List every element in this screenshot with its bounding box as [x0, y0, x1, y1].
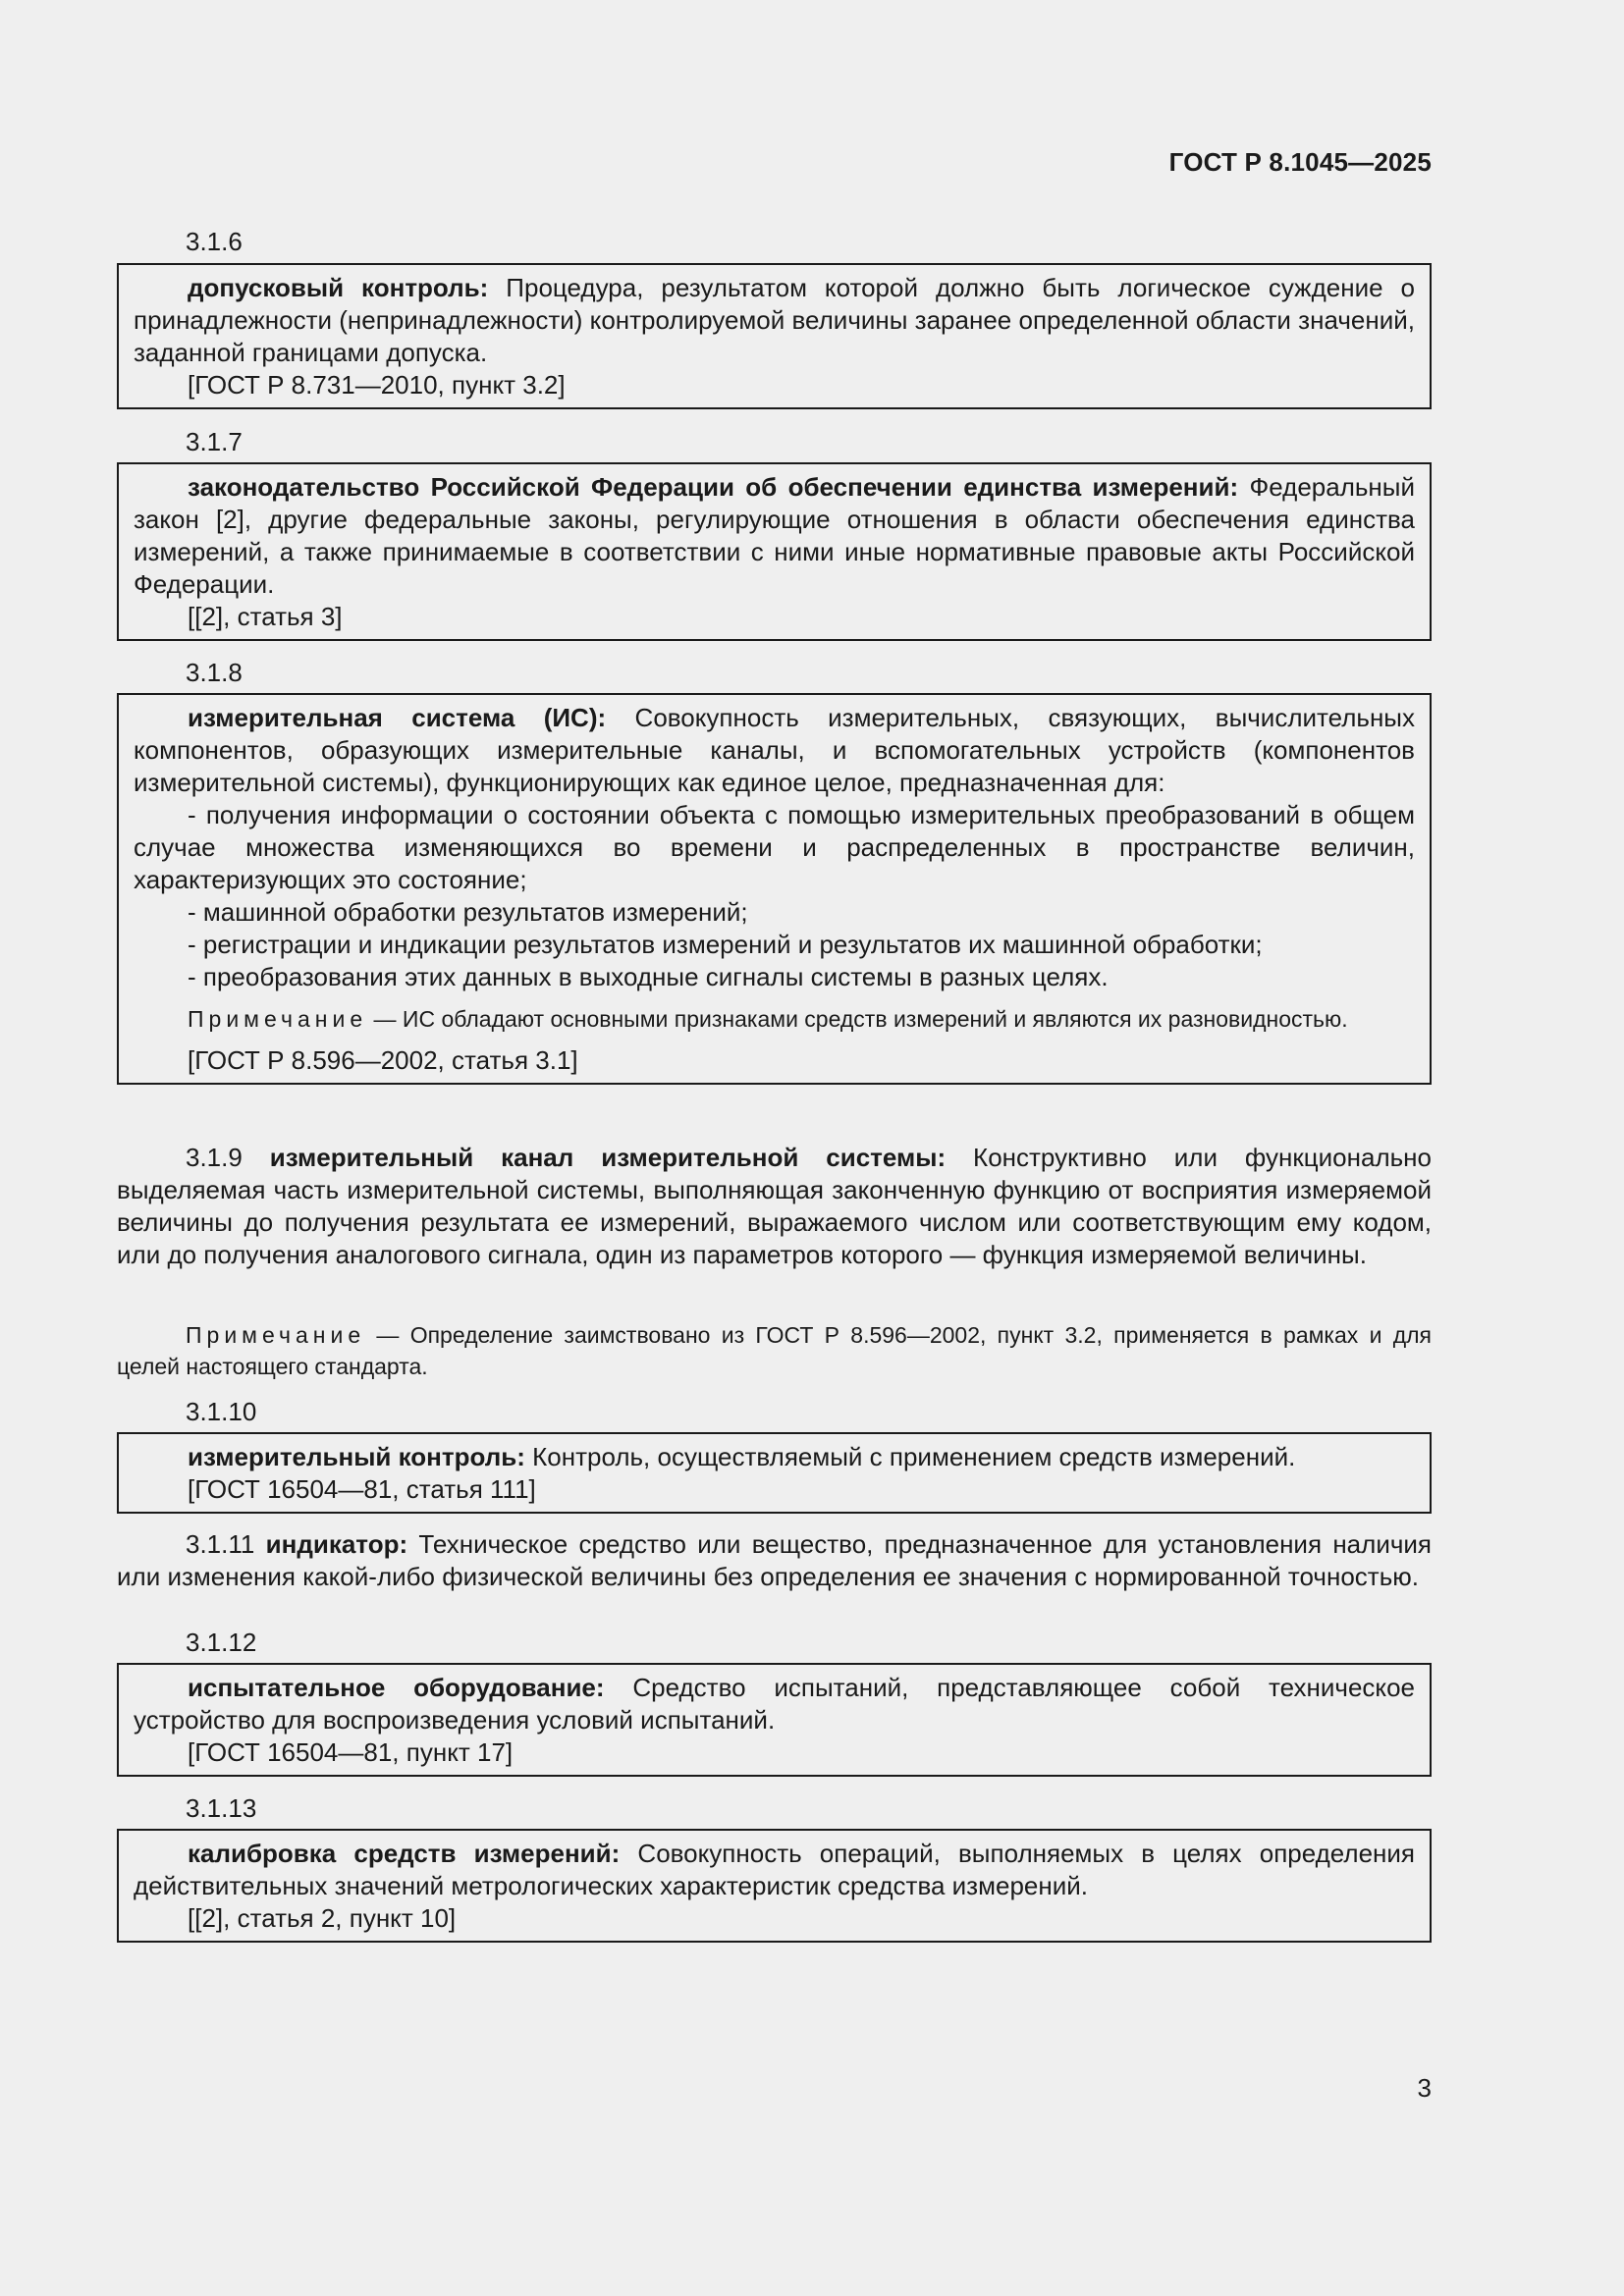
note-text: — Определение заимствовано из ГОСТ Р 8.596—2002, пункт 3.2, применяется в рамках и для целей настоящего стандарта.	[117, 1322, 1432, 1379]
clause-number: 3.1.11	[186, 1529, 255, 1559]
list-item: - регистрации и индикации результатов измерений и результатов их машинной обработки;	[188, 930, 1263, 959]
list-item: - преобразования этих данных в выходные сигналы системы в разных целях.	[188, 962, 1109, 991]
term-name: испытательное оборудование:	[188, 1673, 605, 1702]
note	[117, 1319, 1432, 1382]
term-definition	[134, 471, 1415, 601]
clause-number: 3.1.8	[186, 658, 243, 687]
definition-text: Федеральный закон [2], другие федеральные законы, регулирующие отношения в области обеспечения единства измерений, а также принимаемые в соответствии с ними иные нормативные правовые акты Российской Федерации.	[134, 472, 1415, 599]
note-text: — ИС обладают основными признаками средств измерений и являются их разновидностью.	[367, 1006, 1348, 1032]
term-box-3-1-10	[117, 1432, 1432, 1514]
source-reference: [ГОСТ 16504—81, статья 111]	[188, 1474, 536, 1504]
clause-number: 3.1.13	[186, 1793, 257, 1823]
term-name: измерительный контроль:	[188, 1442, 525, 1471]
term-name: измерительная система (ИС):	[188, 703, 607, 732]
source-reference: [[2], статья 2, пункт 10]	[188, 1903, 457, 1933]
page-number: 3	[1417, 2073, 1432, 2103]
definition-text: Совокупность измерительных, связующих, вычислительных компонентов, образующих измерительные каналы, и вспомогательных устройств (компонентов измерительной системы), функционирующих как единое целое, предназначенная для:	[134, 703, 1415, 797]
term-definition	[134, 272, 1415, 369]
source-reference: [ГОСТ 16504—81, пункт 17]	[188, 1737, 514, 1767]
term-name: калибровка средств измерений:	[188, 1839, 621, 1868]
term-name: допусковый контроль:	[188, 273, 489, 302]
list-item: - машинной обработки результатов измерений;	[188, 897, 748, 927]
clause-number: 3.1.7	[186, 427, 243, 456]
clause-number: 3.1.9	[186, 1143, 243, 1172]
source-reference: [ГОСТ Р 8.731—2010, пункт 3.2]	[188, 370, 566, 400]
clause-3-1-9	[117, 1142, 1432, 1271]
clause-number: 3.1.6	[186, 227, 243, 256]
document-code-header: ГОСТ Р 8.1045—2025	[1168, 147, 1432, 177]
term-definition	[134, 1441, 1415, 1473]
term-name: индикатор:	[265, 1529, 408, 1559]
term-name: законодательство Российской Федерации об обеспечении единства измерений:	[188, 472, 1239, 502]
clause-number: 3.1.12	[186, 1628, 257, 1657]
note	[134, 1003, 1415, 1035]
term-definition	[134, 1838, 1415, 1902]
term-definition	[134, 1672, 1415, 1736]
term-box-3-1-13	[117, 1829, 1432, 1943]
term-box-3-1-6	[117, 263, 1432, 409]
clause-number: 3.1.10	[186, 1397, 257, 1426]
source-reference: [ГОСТ Р 8.596—2002, статья 3.1]	[188, 1045, 578, 1075]
term-name: измерительный канал измерительной системы:	[269, 1143, 947, 1172]
term-box-3-1-12	[117, 1663, 1432, 1777]
definition-text: Средство испытаний, представляющее собой техническое устройство для воспроизведения условий испытаний.	[134, 1673, 1415, 1735]
term-definition	[117, 1528, 1432, 1593]
definition-text: Контроль, осуществляемый с применением средств измерений.	[524, 1442, 1296, 1471]
term-definition	[134, 702, 1415, 799]
definition-text: Конструктивно или функционально выделяемая часть измерительной системы, выполняющая законченную функцию от восприятия измеряемой величины до получения результата ее измерений, выражаемого числом или соответствующим ему кодом, или до получения аналогового сигнала, один из параметров которого — функция измеряемой величины.	[117, 1143, 1432, 1269]
note-label: Примечание	[186, 1322, 366, 1348]
definition-text: Совокупность операций, выполняемых в целях определения действительных значений метрологических характеристик средства измерений.	[134, 1839, 1415, 1900]
term-box-3-1-8	[117, 693, 1432, 1085]
list-item: - получения информации о состоянии объекта с помощью измерительных преобразований в общем случае множества изменяющихся во времени и распределенных в пространстве величин, характеризующих это состояние;	[134, 800, 1415, 894]
note-label: Примечание	[188, 1006, 368, 1032]
clause-3-1-11	[117, 1528, 1432, 1593]
source-reference: [[2], статья 3]	[188, 602, 343, 631]
definition-text: Процедура, результатом которой должно быть логическое суждение о принадлежности (непринадлежности) контролируемой величины заранее определенной области значений, заданной границами допуска.	[134, 273, 1415, 367]
term-definition	[117, 1142, 1432, 1271]
term-box-3-1-7	[117, 462, 1432, 641]
definition-text: Техническое средство или вещество, предназначенное для установления наличия или изменения какой-либо физической величины без определения ее значения с нормированной точностью.	[117, 1529, 1432, 1591]
